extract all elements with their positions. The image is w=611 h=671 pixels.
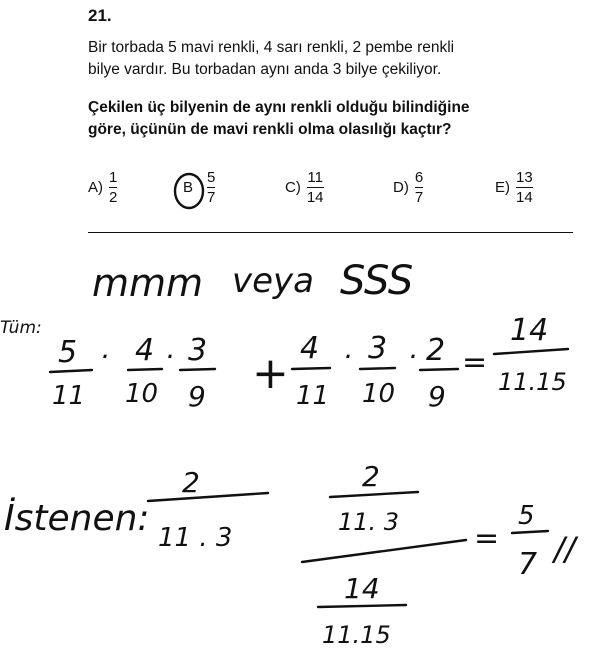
hw-i1-bar [148, 493, 268, 501]
option-a-denominator: 2 [109, 189, 118, 206]
stem-line-2: bilye vardır. Bu torbadan aynı anda 3 bilye çekiliyor. [88, 61, 442, 78]
option-b-numerator: 5 [207, 169, 216, 186]
hw-t5-den: 10 [362, 379, 396, 409]
hw-t5-bar [360, 368, 395, 369]
hw-i1-den: 11 . 3 [158, 523, 233, 553]
hw-r1-bar [494, 349, 568, 354]
prompt-line-2: göre, üçünün de mavi renkli olma olasılığı kaçtır? [88, 121, 452, 138]
option-b-label: B [183, 179, 194, 196]
option-e-numerator: 13 [516, 169, 533, 186]
hw-t3-num: 3 [188, 333, 208, 368]
hw-t5-num: 3 [368, 331, 388, 366]
hw-veya: veya [232, 261, 314, 301]
hw-r1-den: 11.15 [498, 368, 567, 396]
option-c-denominator: 14 [306, 189, 324, 206]
hw-tum-label: Tüm: [0, 318, 42, 338]
hw-main-bar [302, 540, 466, 562]
hw-end-mark: // [554, 530, 576, 568]
hw-ctop-num: 2 [362, 460, 380, 493]
hw-result-num: 5 [518, 501, 535, 531]
option-c-numerator: 11 [307, 169, 323, 186]
hw-cbot-bar [318, 605, 406, 607]
hw-t4-bar [292, 368, 330, 369]
option-a-numerator: 1 [109, 169, 118, 186]
option-a-label: A) [88, 179, 103, 196]
hw-t1-bar [50, 370, 92, 372]
hw-cbot-den: 11.15 [322, 621, 391, 649]
option-c-label: C) [285, 179, 301, 196]
option-d-denominator: 7 [414, 189, 424, 206]
hw-mmm: mmm [92, 261, 204, 305]
hw-t6-bar [420, 369, 458, 370]
answer-circle-mark [175, 174, 203, 208]
stem-line-1: Bir torbada 5 mavi renkli, 4 sarı renkli, 2 pembe renkli [88, 39, 455, 56]
hw-t2-bar [128, 369, 162, 370]
hw-t1-den: 11 [52, 381, 86, 411]
hw-istenen-label: İstenen: [4, 498, 150, 539]
hw-sss: SSS [340, 258, 414, 304]
svg-text:·: · [100, 340, 109, 373]
question-number: 21. [88, 6, 112, 25]
hw-t2-den: 10 [125, 379, 159, 409]
svg-text:·: · [343, 340, 352, 373]
hw-r1-num: 14 [510, 313, 549, 348]
hw-t1-num: 5 [58, 335, 78, 370]
hw-i1-num: 2 [182, 466, 200, 499]
hw-t6-num: 2 [426, 333, 446, 368]
svg-text:·: · [165, 340, 174, 373]
hw-result-bar [512, 531, 548, 533]
hw-eq2: = [474, 521, 500, 556]
hw-t2-num: 4 [135, 333, 155, 368]
hw-plus: + [252, 348, 289, 399]
option-e-denominator: 14 [516, 189, 533, 206]
option-d-label: D) [393, 179, 409, 196]
hw-eq1: = [462, 345, 488, 380]
prompt-line-1: Çekilen üç bilyenin de aynı renkli olduğu bilindiğine [88, 99, 470, 116]
hw-t6-den: 9 [428, 380, 446, 413]
hw-t3-den: 9 [188, 380, 206, 413]
hw-result-den: 7 [518, 547, 538, 582]
hw-t3-bar [180, 369, 215, 370]
option-e-label: E) [495, 179, 510, 196]
option-d-numerator: 6 [414, 169, 424, 186]
svg-text:·: · [408, 340, 417, 373]
hw-t4-den: 11 [296, 381, 330, 411]
hw-ctop-den: 11. 3 [338, 508, 400, 536]
hw-cbot-num: 14 [344, 572, 380, 605]
option-b-denominator: 7 [207, 189, 216, 206]
hw-t4-num: 4 [300, 331, 320, 366]
